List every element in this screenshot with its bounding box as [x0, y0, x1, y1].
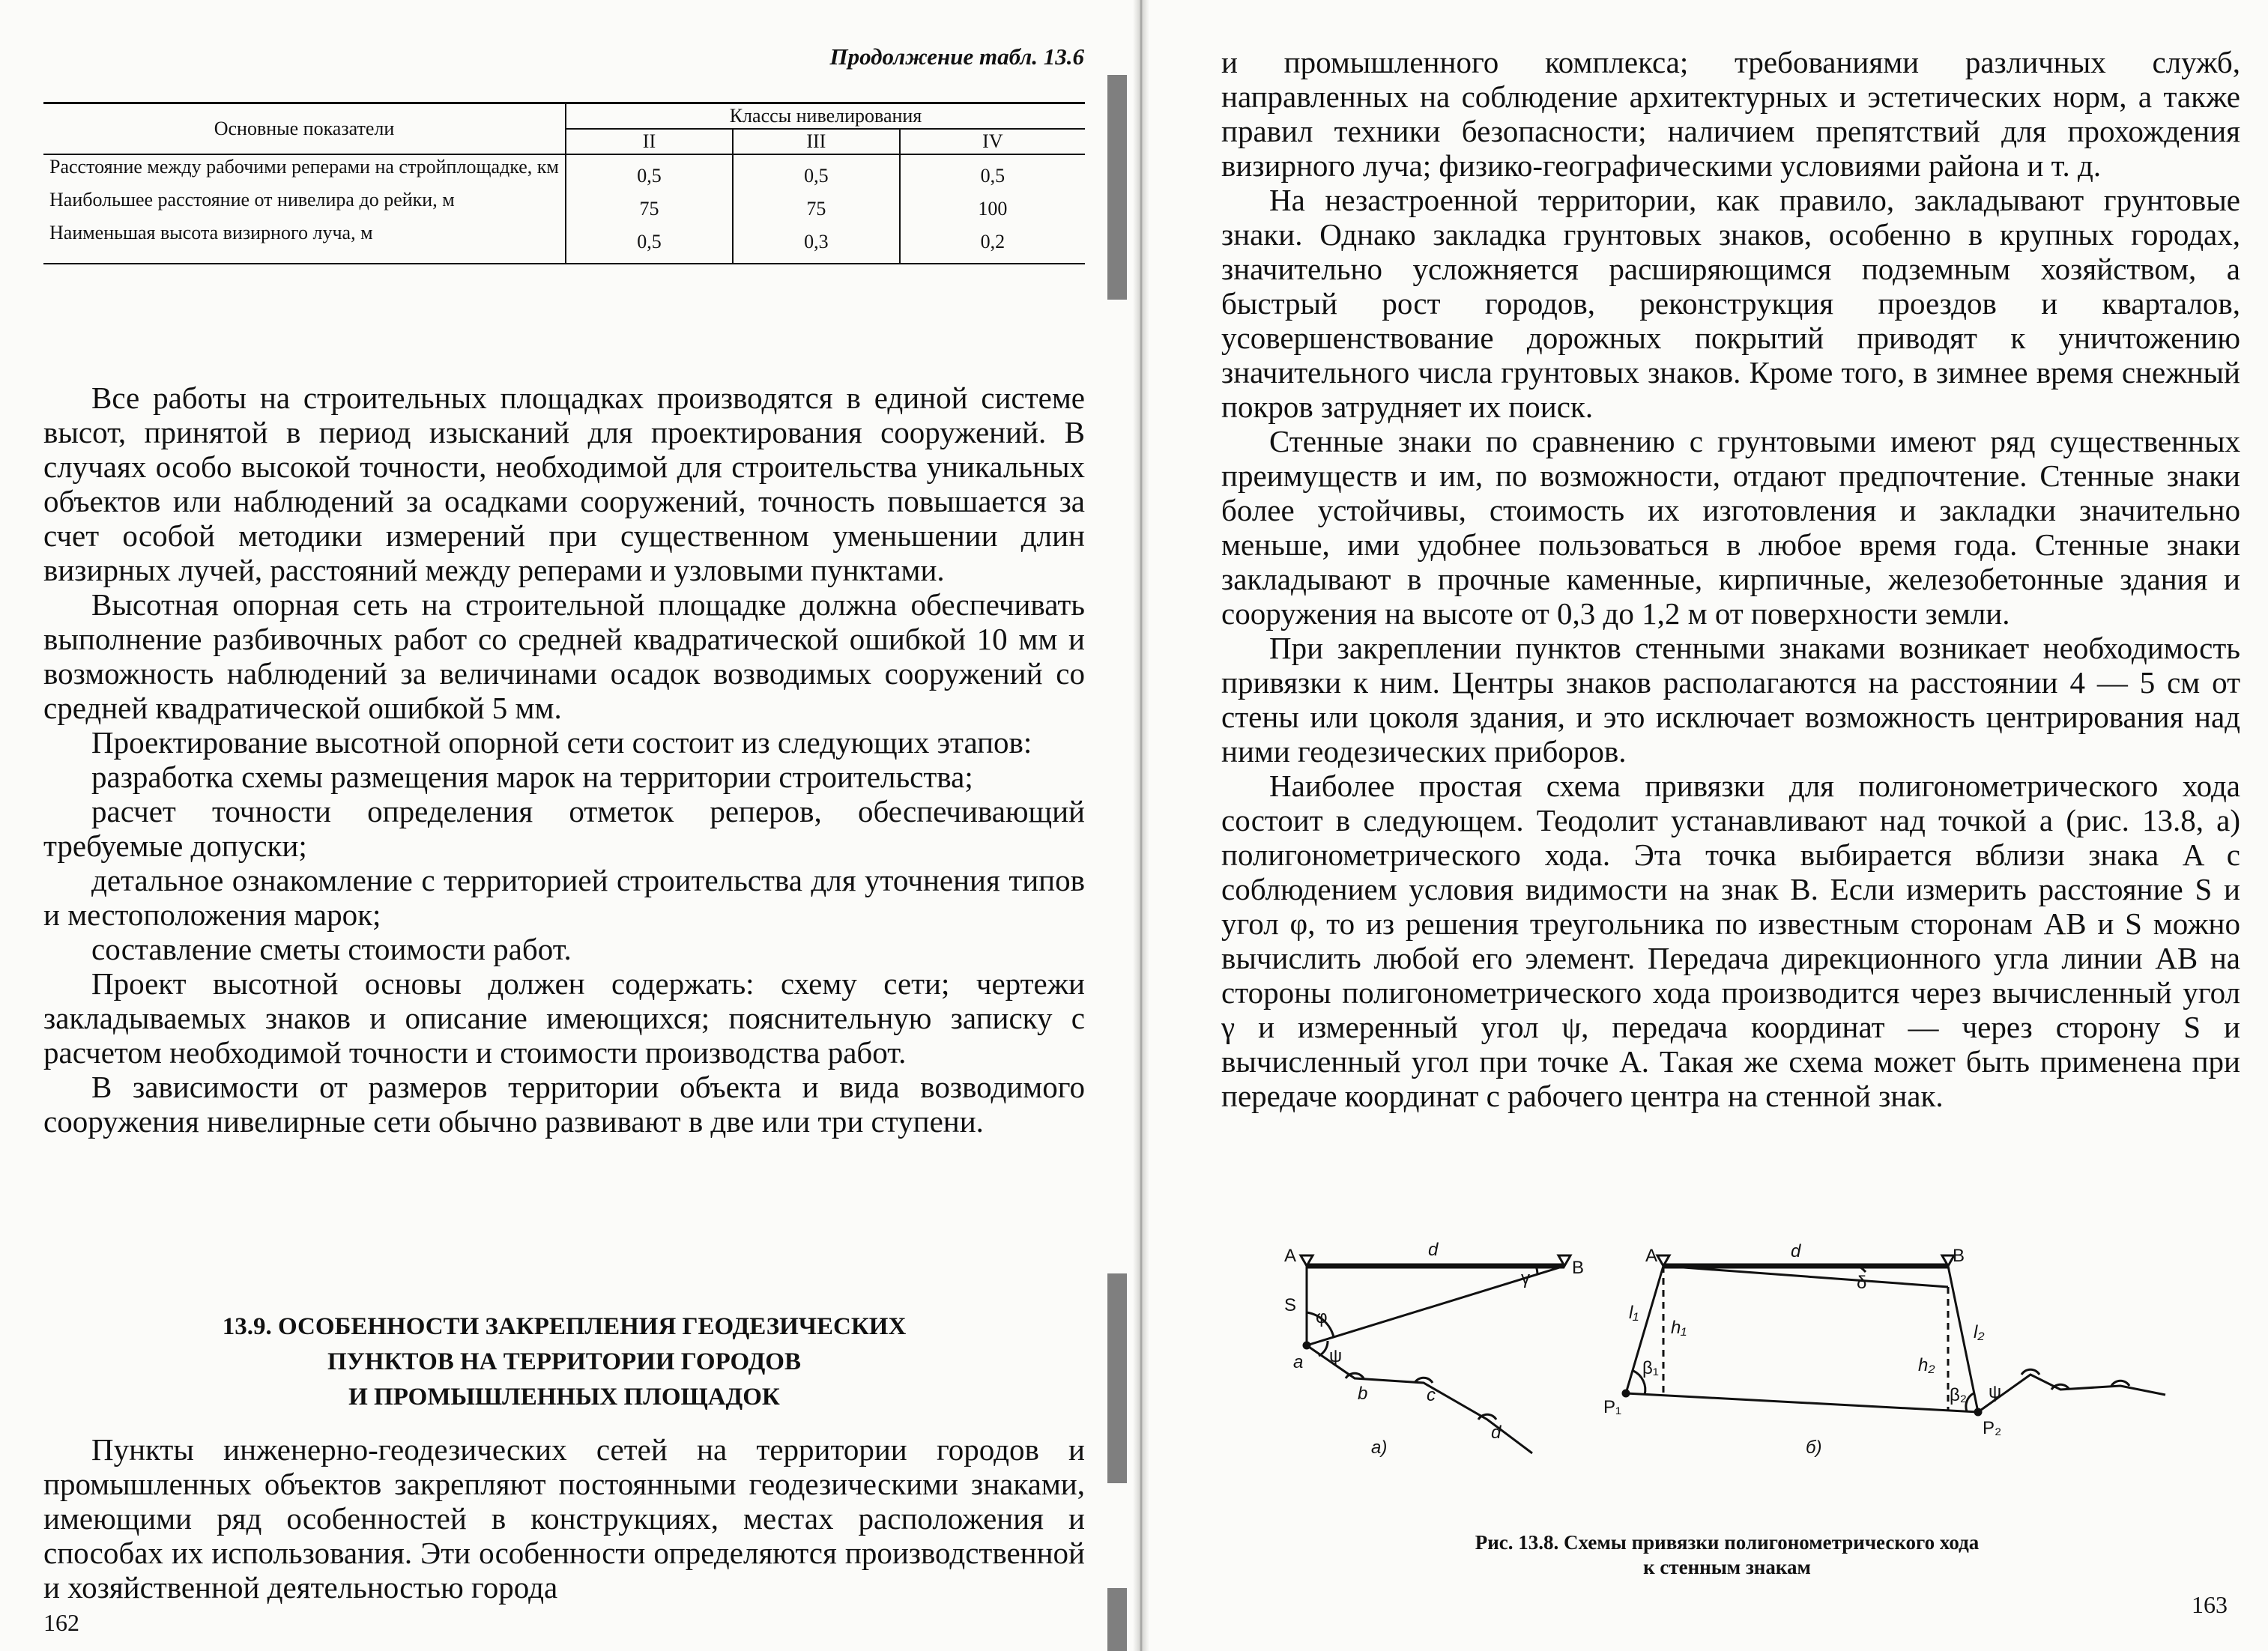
- subfigure-b-label: б): [1806, 1438, 1822, 1458]
- header-main: Основные показатели: [43, 103, 566, 155]
- list-item: разработка схемы размещения марок на территории строительства;: [91, 760, 973, 794]
- label-psi: ψ: [1989, 1382, 2002, 1402]
- table-row: [43, 188, 1085, 221]
- diagram-b: [1603, 1241, 2165, 1458]
- point-p2-dot: [1975, 1409, 1981, 1415]
- page-number: 163: [2192, 1591, 2228, 1618]
- paragraph: Наиболее простая схема привязки для полигонометрического хода состоит в следующем. Теодолит устанавливают над точкой a (рис. 13.8, a) полигонометрического хода. Эта точка выбирается вблизи знака A с соблюдением условия видимости на знак B. Если измерить расстояние S и угол φ, то из решения треугольника по известным сторонам AB и S можно вычислить любой его элемент. Передача дирекционного угла линии AB на стороны полигонометрического хода производится через вычисленный угол γ и измеренный угол ψ, передача координат — через сторону S и вычисленный угол при точке A. Такая же схема может быть применена при передаче координат с рабочего центра на стенной знак.: [1221, 769, 2240, 1113]
- list-item: расчет точности определения отметок реперов, обеспечивающий требуемые допуски;: [43, 794, 1085, 863]
- label-point-b: b: [1358, 1384, 1368, 1404]
- paragraph: и промышленного комплекса; требованиями различных служб, направленных на соблюдение архитектурных и эстетических норм, а также правил техники безопасности; наличием препятствий для прохождения визирного луча; физико-географическими условиями района и т. д.: [1221, 45, 2240, 183]
- figure-caption: Рис. 13.8. Схемы привязки полигонометрического хода к стенным знакам: [1475, 1531, 1980, 1578]
- section-heading: [43, 1309, 1085, 1415]
- label-p2: P₂: [1983, 1418, 2002, 1438]
- table-cell: 0,3: [733, 221, 900, 264]
- label-beta1: β₁: [1642, 1358, 1659, 1378]
- label-s: S: [1284, 1295, 1297, 1315]
- book-spine: [1133, 0, 1149, 1651]
- table-cell: 0,2: [900, 221, 1085, 264]
- right-page: [1154, 0, 2268, 1651]
- label-l2: l₂: [1974, 1322, 1985, 1342]
- heading-line: И ПРОМЫШЛЕННЫХ ПЛОЩАДОК: [348, 1384, 780, 1411]
- list-item: детальное ознакомление с территорией строительства для уточнения типов и местоположения марок;: [43, 863, 1085, 932]
- label-beta2: β₂: [1950, 1385, 1968, 1405]
- label-point-d: d: [1491, 1423, 1502, 1443]
- point-p1-dot: [1623, 1390, 1629, 1396]
- diagram-a: [1284, 1240, 1584, 1458]
- table-row: [43, 154, 1085, 188]
- label-delta: δ: [1857, 1273, 1867, 1293]
- class-header: IV: [900, 129, 1085, 154]
- label-p1: P₁: [1603, 1397, 1622, 1417]
- left-page: [0, 0, 1128, 1651]
- paragraph: На незастроенной территории, как правило, закладывают грунтовые знаки. Однако закладка грунтовых знаков, особенно в крупных городах, значительно усложняется расширяющимся подземным хозяйством, а быстрый рост городов, реконструкция проездов и кварталов, усовершенствование дорожных покрытий приводят к уничтожению значительного числа грунтовых знаков. Кроме того, в зимнее время снежный покров затрудняет их поиск.: [1221, 183, 2240, 424]
- label-h2: h₂: [1918, 1355, 1935, 1375]
- table-cell: 0,5: [980, 165, 1006, 187]
- table-cell: 75: [733, 188, 900, 221]
- list-item: составление сметы стоимости работ.: [91, 932, 572, 966]
- label-d: d: [1428, 1240, 1439, 1260]
- paragraph: Стенные знаки по сравнению с грунтовыми имеют ряд существенных преимуществ и им, по возможности, отдают предпочтение. Стенные знаки более устойчивы, стоимость их изготовления и закладки значительно меньше, ими удобнее пользоваться в любое время года. Стенные знаки закладывают в прочные каменные, кирпичные, железобетонные здания и сооружения на высоте от 0,3 до 1,2 м от поверхности земли.: [1221, 424, 2240, 631]
- label-d: d: [1791, 1241, 1801, 1261]
- table-cell: 0,5: [566, 221, 733, 264]
- table-cell: 0,5: [733, 154, 900, 188]
- row-label: Расстояние между рабочими реперами на стройплощадке, км: [49, 156, 559, 178]
- header-group: Классы нивелирования: [566, 103, 1085, 130]
- point-a-dot: [1304, 1342, 1310, 1348]
- paragraph: В зависимости от размеров территории объекта и вида возводимого сооружения нивелирные сети обычно развивают в две или три ступени.: [43, 1070, 1085, 1139]
- paragraph: Пункты инженерно-геодезических сетей на территории городов и промышленных объектов закрепляют постоянными геодезическими знаками, имеющими ряд особенностей в конструкциях, местах расположения и способах их использования. Эти особенности определяются производственной и хозяйственной деятельностью города: [43, 1432, 1085, 1605]
- paragraph: Все работы на строительных площадках производятся в единой системе высот, принятой в период изысканий для проектирования сооружений. В случаях особо высокой точности, необходимой для строительства уникальных объектов или наблюдений за осадками сооружений, точность повышается за счет особой методики измерений при существенном уменьшении длин визирных лучей, расстояний между реперами и узловыми пунктами.: [43, 381, 1085, 587]
- body-text: [1221, 45, 2240, 1113]
- body-text: [43, 381, 1085, 1139]
- table-cell: 0,5: [566, 154, 733, 188]
- table-row: [43, 221, 1085, 264]
- label-h1: h₁: [1671, 1318, 1687, 1338]
- figure-13-8: [1274, 1229, 2268, 1461]
- class-header: II: [566, 129, 733, 154]
- paragraph: При закреплении пунктов стенными знаками возникает необходимость привязки к ним. Центры знаков располагаются на расстоянии 4 — 5 см от стены или цоколя здания, и это исключает возможность центрирования над ними геодезических приборов.: [1221, 631, 2240, 769]
- figure-diagrams: [1274, 1229, 2268, 1461]
- row-label: Наименьшая высота визирного луча, м: [49, 222, 373, 243]
- label-a: A: [1645, 1246, 1658, 1266]
- row-label: Наибольшее расстояние от нивелира до рейки, м: [49, 189, 455, 210]
- label-a: A: [1284, 1246, 1297, 1266]
- label-b: B: [1572, 1258, 1585, 1278]
- paragraph: Проект высотной основы должен содержать: схему сети; чертежи закладываемых знаков и описание имеющихся; пояснительную записку с расчетом необходимой точности и стоимости производства работ.: [43, 966, 1085, 1070]
- label-point-a: a: [1293, 1352, 1304, 1372]
- traverse-continuation: [1978, 1375, 2165, 1412]
- angle-beta2-arc: [1966, 1393, 1974, 1411]
- subfigure-a-label: а): [1371, 1438, 1388, 1458]
- diagonal-line: [1663, 1266, 1948, 1287]
- traverse-p1-p2: [1626, 1393, 1978, 1412]
- label-point-c: c: [1427, 1385, 1436, 1405]
- label-l1: l₁: [1629, 1303, 1639, 1323]
- table-cell: 75: [566, 188, 733, 221]
- label-b: B: [1953, 1246, 1965, 1266]
- page-number: 162: [43, 1609, 79, 1636]
- heading-line: 13.9. ОСОБЕННОСТИ ЗАКРЕПЛЕНИЯ ГЕОДЕЗИЧЕСКИХ: [222, 1313, 907, 1340]
- label-psi: ψ: [1329, 1346, 1343, 1366]
- table-caption: Продолжение табл. 13.6: [829, 43, 1084, 70]
- label-gamma: γ: [1521, 1268, 1530, 1288]
- label-phi: φ: [1316, 1307, 1328, 1327]
- paragraph: Высотная опорная сеть на строительной площадке должна обеспечивать выполнение разбивочных работ со средней квадратической ошибкой 10 мм и возможность наблюдений за величинами осадок возводимых сооружений со средней квадратической ошибкой 5 мм.: [43, 587, 1085, 725]
- leveling-classes-table: [43, 102, 1085, 264]
- table-cell: 100: [978, 198, 1008, 219]
- paragraph: Проектирование высотной опорной сети состоит из следующих этапов:: [91, 725, 1032, 760]
- class-header: III: [733, 129, 900, 154]
- section-text: [43, 1432, 1085, 1605]
- heading-line: ПУНКТОВ НА ТЕРРИТОРИИ ГОРОДОВ: [327, 1348, 801, 1375]
